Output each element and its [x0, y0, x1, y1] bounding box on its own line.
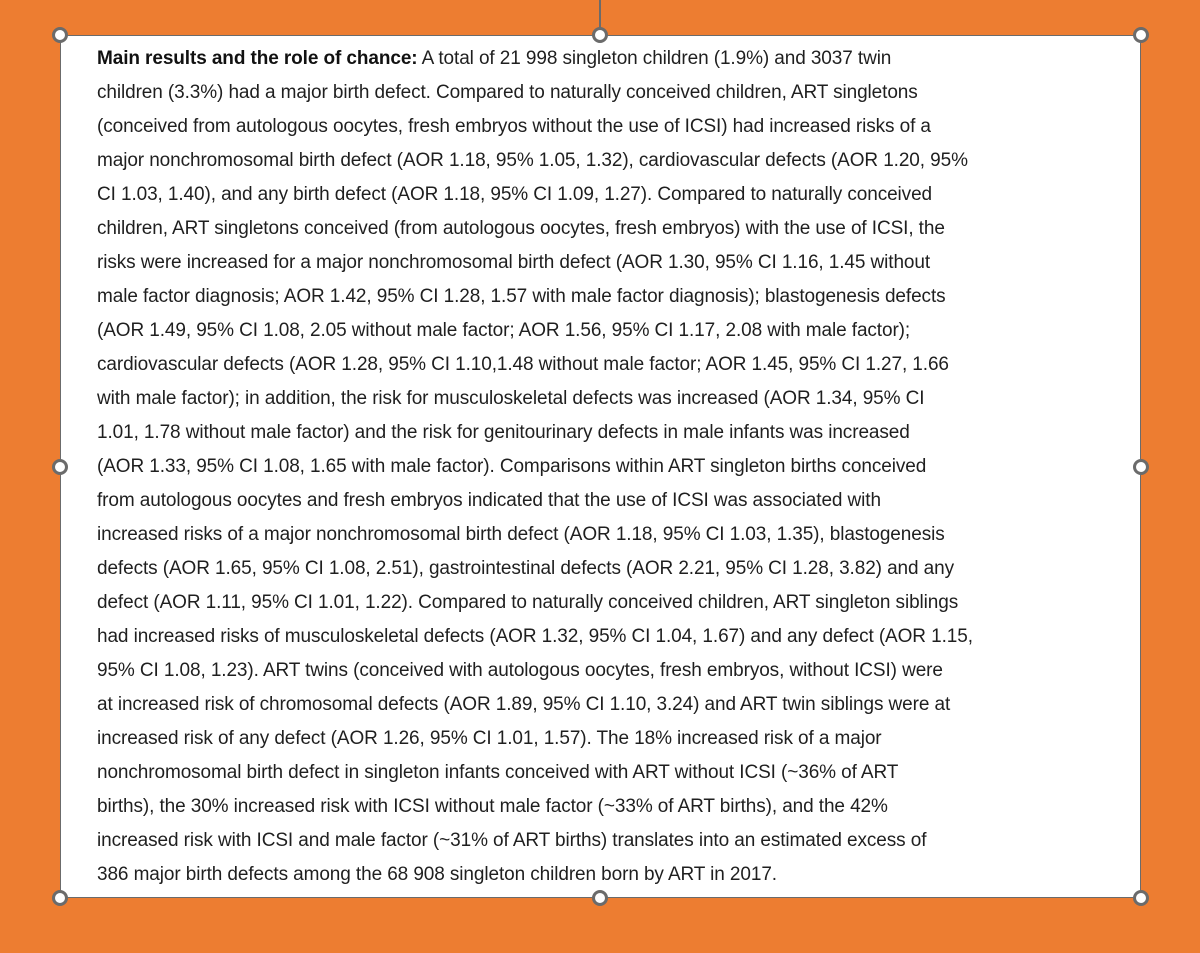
- text-line: (AOR 1.33, 95% CI 1.08, 1.65 with male factor). Comparisons within ART singleton births conceived: [97, 456, 927, 477]
- resize-handle-top-left[interactable]: [52, 27, 68, 43]
- resize-handle-left[interactable]: [52, 459, 68, 475]
- text-line: from autologous oocytes and fresh embryos indicated that the use of ICSI was associated with: [97, 490, 881, 511]
- text-line: CI 1.03, 1.40), and any birth defect (AOR 1.18, 95% CI 1.09, 1.27). Compared to naturally conceived: [97, 184, 933, 205]
- text-line: [97, 46, 1107, 80]
- text-line: had increased risks of musculoskeletal defects (AOR 1.32, 95% CI 1.04, 1.67) and any defect (AOR 1.15,: [97, 626, 973, 647]
- text-line: major nonchromosomal birth defect (AOR 1.18, 95% 1.05, 1.32), cardiovascular defects (AOR 1.20, 95%: [97, 150, 968, 171]
- text-line: increased risk with ICSI and male factor (~31% of ART births) translates into an estimated excess of: [97, 830, 927, 851]
- text-line: cardiovascular defects (AOR 1.28, 95% CI 1.10,1.48 without male factor; AOR 1.45, 95% CI 1.27, 1.66: [97, 354, 949, 375]
- resize-handle-right[interactable]: [1133, 459, 1149, 475]
- text-line: nonchromosomal birth defect in singleton infants conceived with ART without ICSI (~36% of ART: [97, 762, 899, 783]
- text-line: defects (AOR 1.65, 95% CI 1.08, 2.51), gastrointestinal defects (AOR 2.21, 95% CI 1.28, 3.82) and any: [97, 558, 954, 579]
- text-line: increased risk of any defect (AOR 1.26, 95% CI 1.01, 1.57). The 18% increased risk of a major: [97, 728, 882, 749]
- text-line: at increased risk of chromosomal defects (AOR 1.89, 95% CI 1.10, 3.24) and ART twin siblings were at: [97, 694, 951, 715]
- resize-handle-top-right[interactable]: [1133, 27, 1149, 43]
- text-line: (AOR 1.49, 95% CI 1.08, 2.05 without male factor; AOR 1.56, 95% CI 1.17, 2.08 with male factor);: [97, 320, 911, 341]
- resize-handle-bottom-right[interactable]: [1133, 890, 1149, 906]
- text-line: (conceived from autologous oocytes, fresh embryos without the use of ICSI) had increased risks of a: [97, 116, 931, 137]
- text-line: 386 major birth defects among the 68 908 singleton children born by ART in 2017.: [97, 864, 777, 885]
- section-heading: Main results and the role of chance:: [97, 48, 418, 69]
- text-line: children (3.3%) had a major birth defect. Compared to naturally conceived children, ART singletons: [97, 82, 918, 103]
- resize-handle-bottom-left[interactable]: [52, 890, 68, 906]
- text-line: 95% CI 1.08, 1.23). ART twins (conceived with autologous oocytes, fresh embryos, without ICSI) were: [97, 660, 943, 681]
- text-line: with male factor); in addition, the risk for musculoskeletal defects was increased (AOR 1.34, 95% CI: [97, 388, 925, 409]
- text-line-rest: A total of 21 998 singleton children (1.9%) and 3037 twin: [417, 48, 892, 69]
- text-line: male factor diagnosis; AOR 1.42, 95% CI 1.28, 1.57 with male factor diagnosis); blastogenesis defects: [97, 286, 946, 307]
- text-line: children, ART singletons conceived (from autologous oocytes, fresh embryos) with the use of ICSI, the: [97, 218, 945, 239]
- text-line: births), the 30% increased risk with ICSI without male factor (~33% of ART births), and the 42%: [97, 796, 888, 817]
- text-line: defect (AOR 1.11, 95% CI 1.01, 1.22). Compared to naturally conceived children, ART singleton siblings: [97, 592, 959, 613]
- text-line: 1.01, 1.78 without male factor) and the risk for genitourinary defects in male infants was increased: [97, 422, 910, 443]
- text-box-content[interactable]: [97, 46, 1107, 896]
- text-line: risks were increased for a major nonchromosomal birth defect (AOR 1.30, 95% CI 1.16, 1.45 without: [97, 252, 931, 273]
- resize-handle-top[interactable]: [592, 27, 608, 43]
- text-line: increased risks of a major nonchromosomal birth defect (AOR 1.18, 95% CI 1.03, 1.35), blastogenesis: [97, 524, 945, 545]
